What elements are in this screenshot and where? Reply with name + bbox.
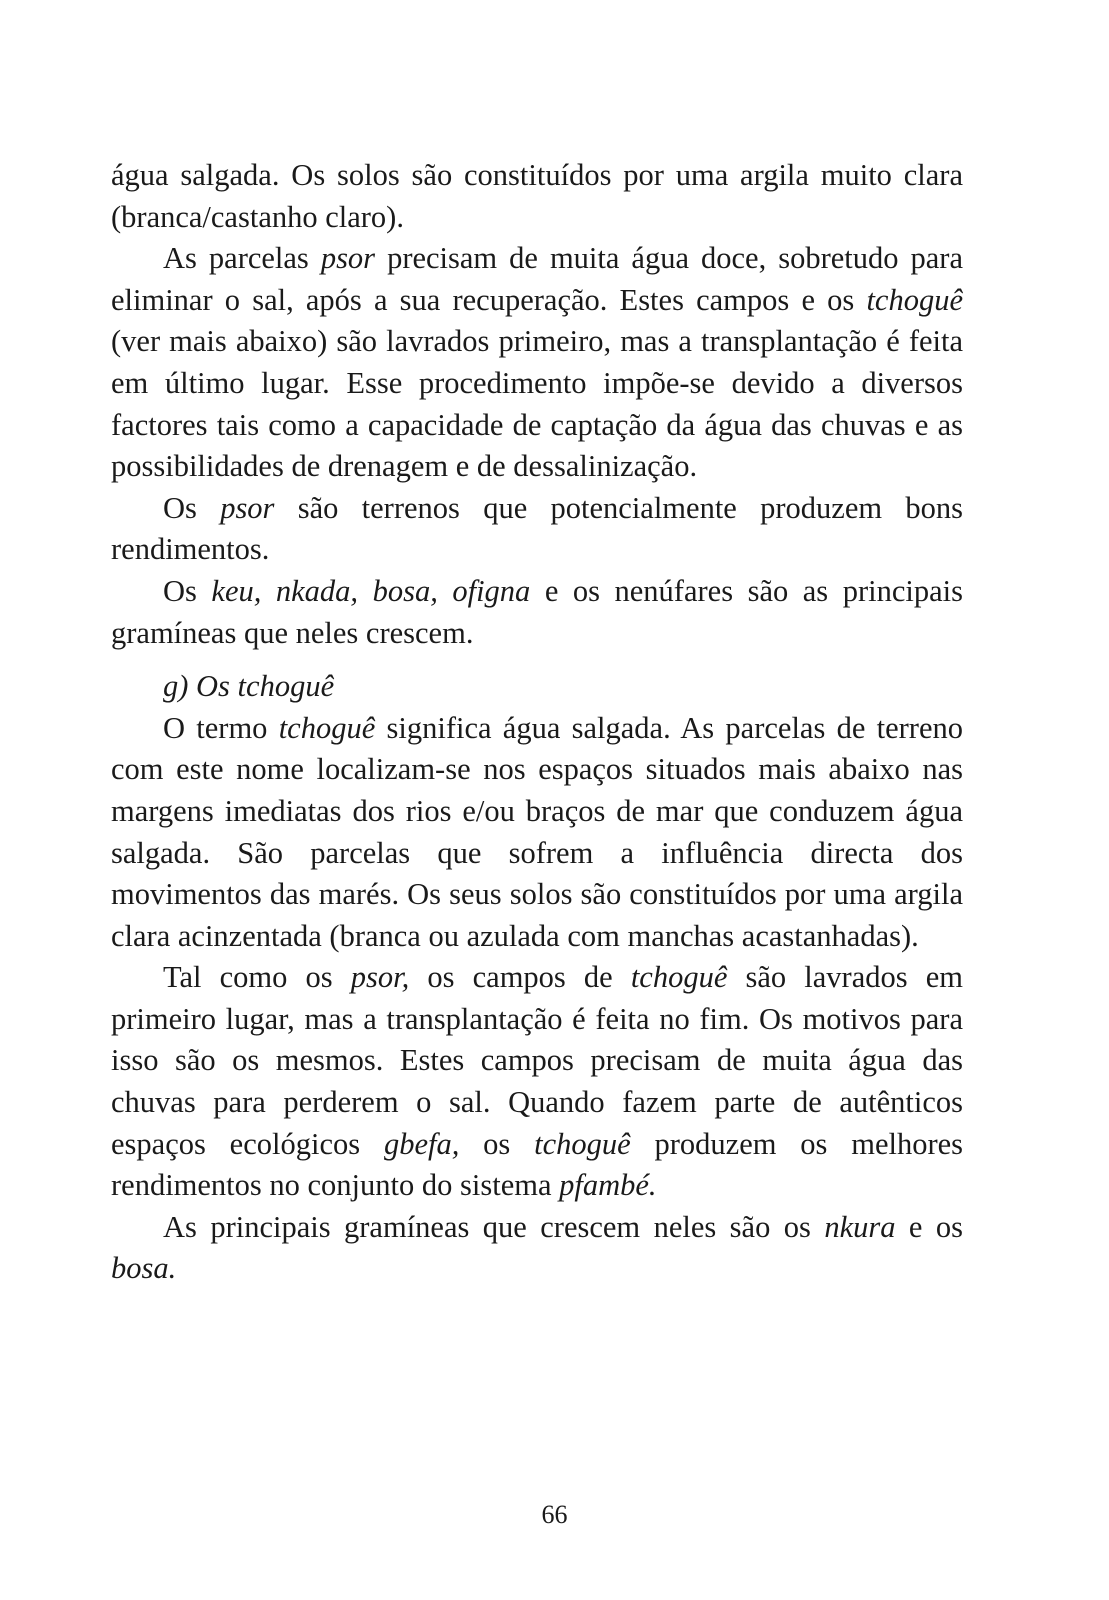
italic-term: pfambé. bbox=[559, 1168, 657, 1203]
italic-term: psor, bbox=[350, 960, 410, 995]
paragraph bbox=[111, 238, 963, 488]
italic-term: nkura bbox=[824, 1209, 896, 1244]
text-run: e os bbox=[895, 1209, 963, 1244]
paragraph bbox=[111, 488, 963, 571]
text-run: As principais gramíneas que crescem neles são os bbox=[163, 1209, 825, 1244]
italic-term: tchoguê bbox=[278, 710, 376, 745]
italic-term: psor bbox=[220, 490, 275, 525]
paragraph bbox=[111, 1207, 963, 1290]
text-run: produzem os melhores rendimentos no conjunto do sistema bbox=[111, 1126, 964, 1203]
paragraph bbox=[111, 571, 963, 654]
text-run: água salgada. Os solos são constituídos por uma argila muito clara (branca/castanho claro). bbox=[111, 158, 963, 234]
paragraph bbox=[111, 155, 963, 238]
text-run: e os nenúfares são as principais gramíneas que neles crescem. bbox=[111, 573, 963, 650]
text-run: os bbox=[459, 1126, 535, 1161]
paragraph bbox=[111, 957, 963, 1207]
text-run: precisam de muita água doce, sobretudo para eliminar o sal, após a sua recuperação. Estes campos e os bbox=[111, 241, 963, 317]
italic-term: tchoguê bbox=[866, 282, 963, 317]
body-text bbox=[111, 155, 963, 1290]
text-run: significa água salgada. As parcelas de terreno com este nome localizam-se nos espaços situados mais abaixo nas margens imediatas dos rios e/ou braços de mar que conduzem água salgada. São parcelas que sofrem a influência directa dos movimentos das marés. Os seus solos são constituídos por uma argila clara acinzentada (branca ou azulada com manchas acastanhadas). bbox=[111, 710, 963, 953]
paragraph bbox=[111, 708, 963, 958]
text-run: são terrenos que potencialmente produzem bons rendimentos. bbox=[111, 490, 963, 567]
italic-term: keu, nkada, bosa, ofigna bbox=[211, 573, 531, 608]
text-run: os campos de bbox=[409, 960, 631, 995]
italic-term: g) Os tchoguê bbox=[163, 669, 335, 704]
text-run: Tal como os bbox=[163, 960, 351, 995]
italic-term: gbefa, bbox=[383, 1126, 460, 1161]
text-run: As parcelas bbox=[163, 241, 321, 276]
italic-term: bosa. bbox=[111, 1251, 177, 1286]
text-run: O termo bbox=[163, 710, 279, 745]
italic-term: tchoguê bbox=[630, 960, 728, 995]
text-run: (ver mais abaixo) são lavrados primeiro, mas a transplantação é feita em último lugar. Esse procedimento impõe-se devido a diversos factores tais como a capacidade de captação da água das chuvas e as possibilidades de drenagem e de dessalinização. bbox=[111, 324, 963, 484]
italic-term: tchoguê bbox=[534, 1126, 631, 1161]
text-run: Os bbox=[163, 490, 221, 525]
section-heading bbox=[111, 666, 963, 708]
text-run: são lavrados em primeiro lugar, mas a transplantação é feita no fim. Os motivos para isso são os mesmos. Estes campos precisam de muita água das chuvas para perderem o sal. Quando fazem parte de autênticos espaços ecológicos bbox=[111, 960, 963, 1161]
text-run: Os bbox=[163, 573, 212, 608]
italic-term: psor bbox=[320, 241, 376, 276]
page-number: 66 bbox=[541, 1500, 568, 1529]
